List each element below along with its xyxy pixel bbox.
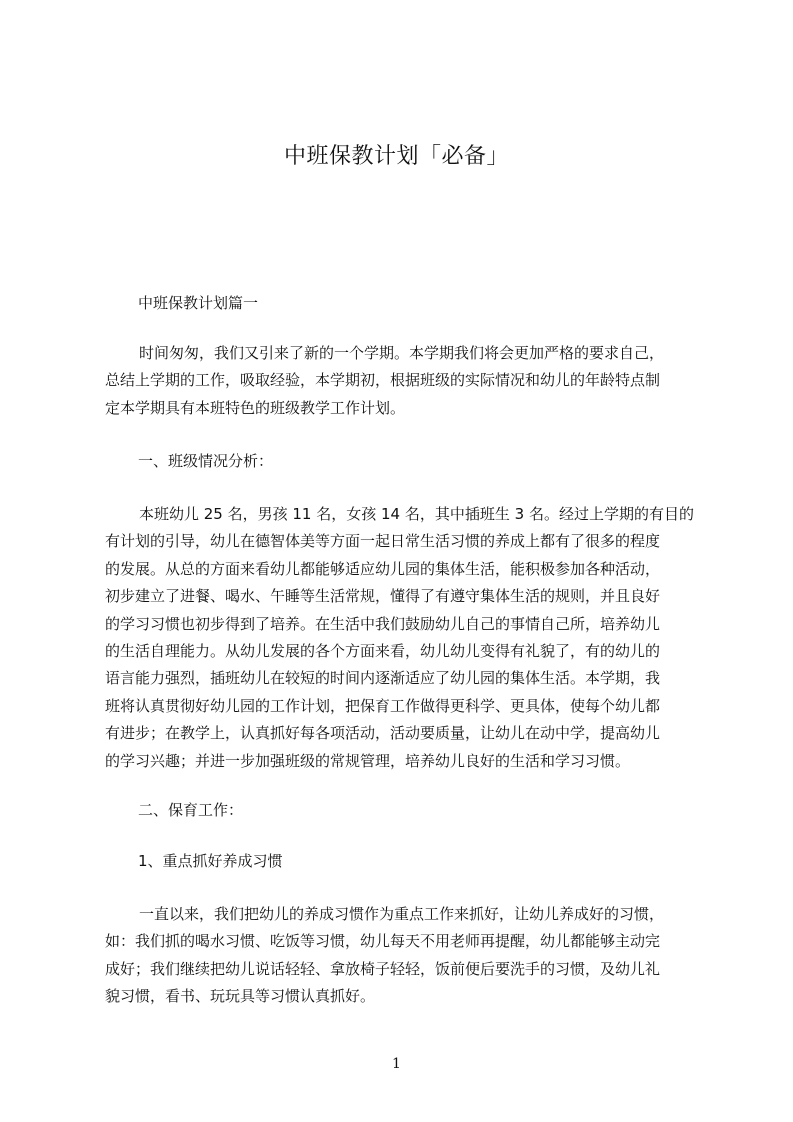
intro-line: 定本学期具有本班特色的班级教学工作计划。 <box>105 398 406 417</box>
habits-line: 成好；我们继续把幼儿说话轻轻、拿放椅子轻轻，饭前便后要洗手的习惯，及幼儿礼 <box>105 959 661 978</box>
section-heading: 中班保教计划篇一 <box>138 294 259 312</box>
intro-line: 时间匆匆，我们又引来了新的一个学期。本学期我们将会更加严格的要求自己， <box>139 344 665 362</box>
heading-care-work: 二、保育工作： <box>138 801 244 819</box>
analysis-line: 有计划的引导，幼儿在德智体美等方面一起日常生活习惯的养成上都有了很多的程度 <box>105 532 661 551</box>
heading-class-analysis: 一、班级情况分析： <box>138 452 274 470</box>
analysis-paragraph <box>105 501 705 775</box>
analysis-line: 本班幼儿 25 名，男孩 11 名，女孩 14 名，其中插班生 3 名。经过上学期的有目的 <box>139 505 694 523</box>
analysis-line: 班将认真贯彻好幼儿园的工作计划，把保育工作做得更科学、更具体，使每个幼儿都 <box>105 696 661 715</box>
analysis-line: 的学习兴趣；并进一步加强班级的常规管理，培养幼儿良好的生活和学习习惯。 <box>105 751 631 770</box>
habits-line: 貌习惯，看书、玩玩具等习惯认真抓好。 <box>105 987 376 1006</box>
habits-line: 一直以来，我们把幼儿的养成习惯作为重点工作来抓好，让幼儿养成好的习惯， <box>139 905 665 923</box>
analysis-line: 的生活自理能力。从幼儿发展的各个方面来看，幼儿幼儿变得有礼貌了，有的幼儿的 <box>105 642 661 661</box>
analysis-line: 有进步；在教学上，认真抓好每各项活动，活动要质量，让幼儿在动中学，提高幼儿 <box>105 724 661 743</box>
habits-line: 如：我们抓的喝水习惯、吃饭等习惯，幼儿每天不用老师再提醒，幼儿都能够主动完 <box>105 932 661 951</box>
analysis-line: 的学习习惯也初步得到了培养。在生活中我们鼓励幼儿自己的事情自己所，培养幼儿 <box>105 614 661 633</box>
subheading-habits: 1、重点抓好养成习惯 <box>138 852 283 870</box>
intro-paragraph <box>105 340 705 422</box>
intro-line: 总结上学期的工作，吸取经验，本学期初，根据班级的实际情况和幼儿的年龄特点制 <box>105 371 661 390</box>
habits-paragraph <box>105 901 705 1011</box>
document-title: 中班保教计划「必备」 <box>283 144 509 169</box>
analysis-line: 语言能力强烈，插班幼儿在较短的时间内逐渐适应了幼儿园的集体生活。本学期，我 <box>105 669 661 688</box>
page-number: 1 <box>392 1056 401 1072</box>
analysis-line: 的发展。从总的方面来看幼儿都能够适应幼儿园的集体生活，能积极参加各种活动， <box>105 559 661 578</box>
analysis-line: 初步建立了进餐、喝水、午睡等生活常规，懂得了有遵守集体生活的规则，并且良好 <box>105 587 661 606</box>
